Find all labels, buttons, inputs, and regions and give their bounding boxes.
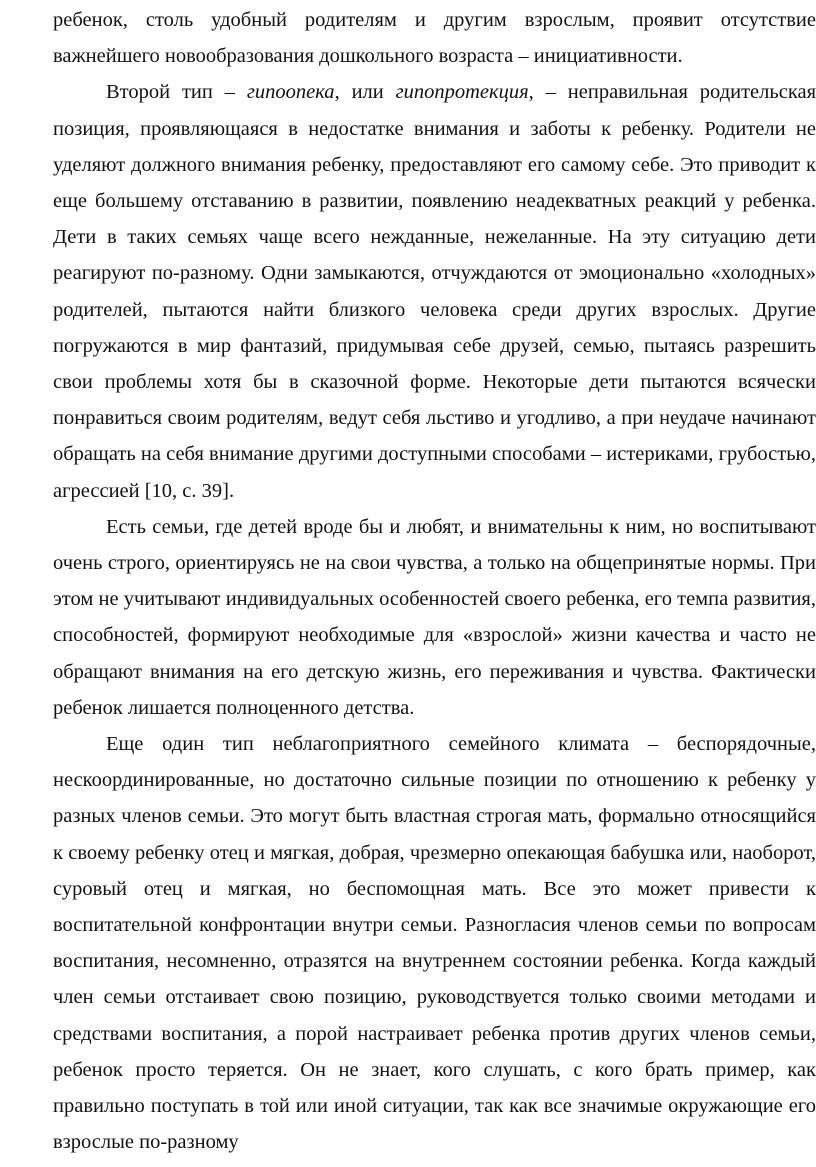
- paragraph-text: , или: [334, 81, 396, 104]
- document-page: [53, 0, 816, 1161]
- paragraph-strict-families: Есть семьи, где детей вроде бы и любят, и внимательны к ним, но воспитывают очень строго, ориентируясь не на свои чувства, а только на общепринятые нормы. При этом не учитывают индивидуальных особенностей своего ребенка, его темпа развития, способностей, формируют необходимые для «взрослой» жизни качества и часто не обращают внимания на его детскую жизнь, его переживания и чувства. Фактически ребенок лишается полноценного детства.: [53, 515, 816, 719]
- term-hypoopeka: гипоопека: [246, 81, 335, 104]
- paragraph-hypoprotection: [53, 74, 816, 508]
- paragraph-continuation: ребенок, столь удобный родителям и другим взрослым, проявит отсутствие важнейшего новообразования дошкольного возраста – инициативности.: [53, 9, 816, 68]
- paragraph-text: Второй тип –: [106, 81, 247, 104]
- paragraph-text: , – неправильная родительская позиция, проявляющаяся в недостатке внимания и заботы к ребенку. Родители не уделяют должного внимания ребенку, предоставляют его самому себе. Это приводит к еще большему отставанию в развитии, появлению неадекватных реакций у ребенка. Дети в таких семьях чаще всего нежданные, нежеланные. На эту ситуацию дети реагируют по-разному. Одни замыкаются, отчуждаются от эмоционально «холодных» родителей, пытаются найти близкого человека среди других взрослых. Другие погружаются в мир фантазий, придумывая себе друзей, семью, пытаясь разрешить свои проблемы хотя бы в сказочной форме. Некоторые дети пытаются всячески понравиться своим родителям, ведут себя льстиво и угодливо, а при неудаче начинают обращать на себя внимание другими доступными способами – истериками, грубостью, агрессией [10, с. 39].: [53, 81, 816, 502]
- term-hypoprotection: гипопротекция: [395, 81, 529, 104]
- paragraph-inconsistent-climate: Еще один тип неблагоприятного семейного климата – беспорядочные, нескоординированные, но достаточно сильные позиции по отношению к ребенку у разных членов семьи. Это могут быть властная строгая мать, формально относящийся к своему ребенку отец и мягкая, добрая, чрезмерно опекающая бабушка или, наоборот, суровый отец и мягкая, но беспомощная мать. Все это может привести к воспитательной конфронтации внутри семьи. Разногласия членов семьи по вопросам воспитания, несомненно, отразятся на внутреннем состоянии ребенка. Когда каждый член семьи отстаивает свою позицию, руководствуется только своими методами и средствами воспитания, а порой настраивает ребенка против других членов семьи, ребенок просто теряется. Он не знает, кого слушать, с кого брать пример, как правильно поступать в той или иной ситуации, так как все значимые окружающие его взрослые по-разному: [53, 733, 816, 1154]
